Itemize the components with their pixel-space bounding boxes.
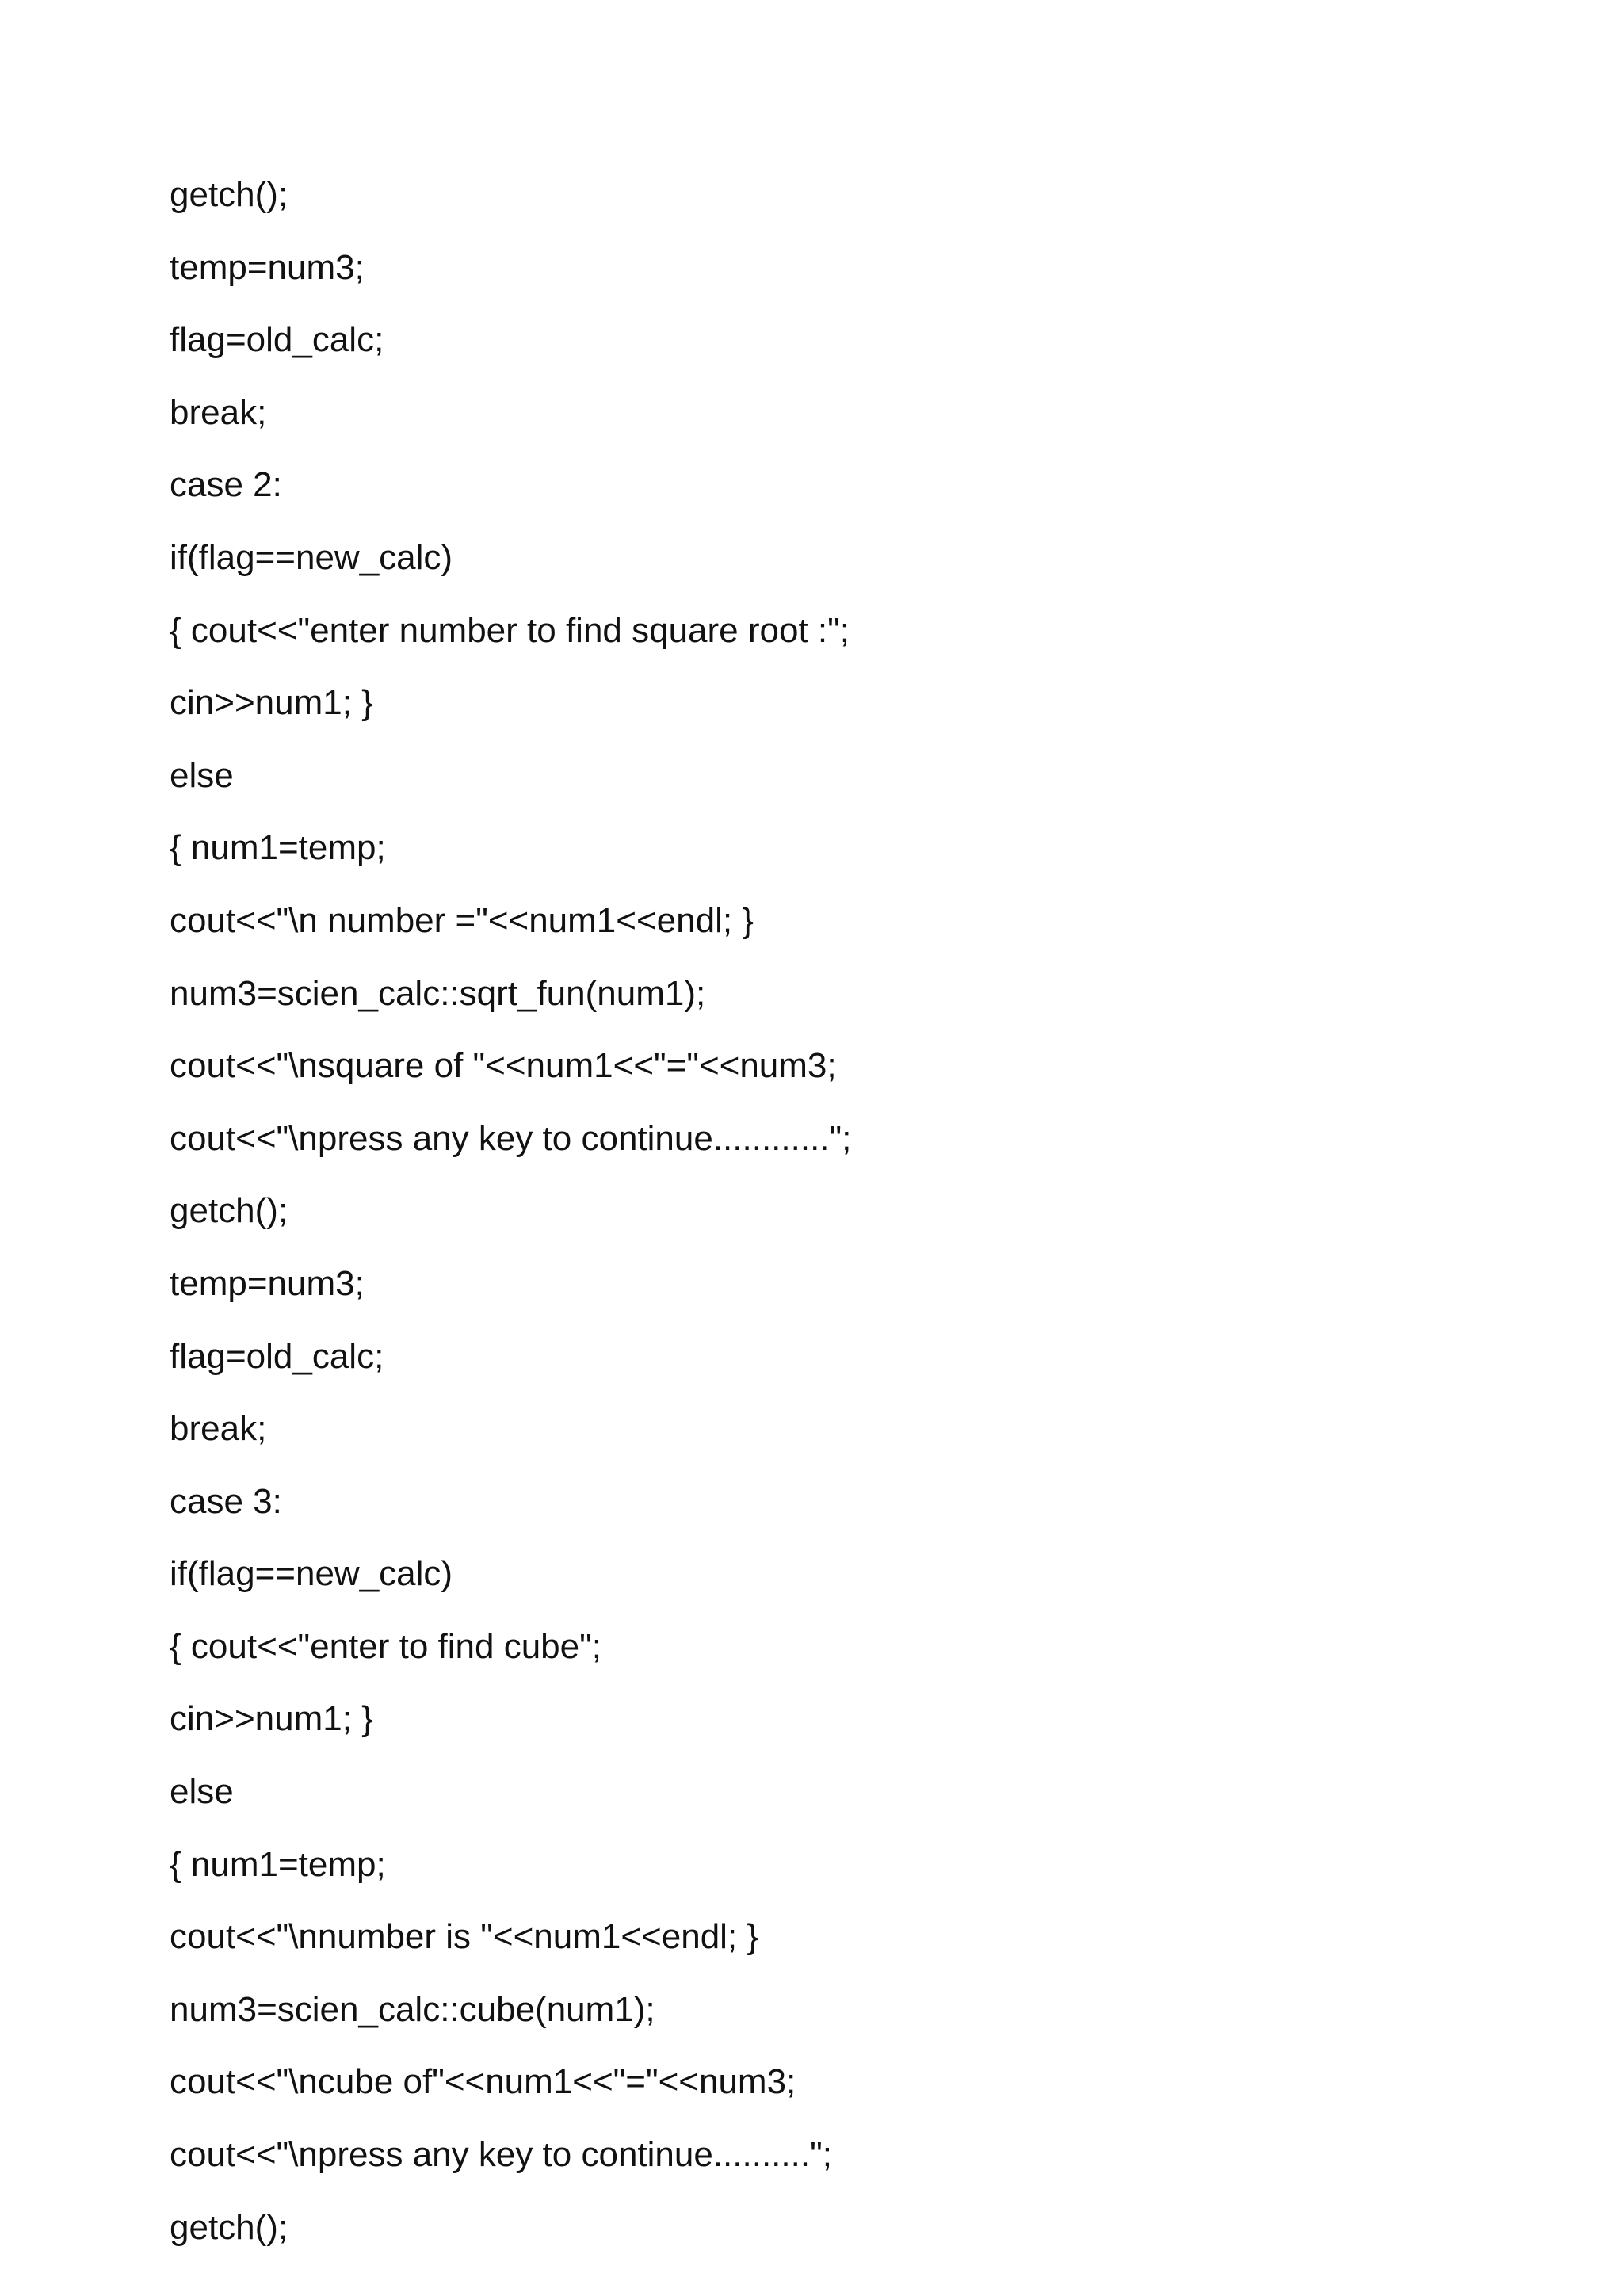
code-line: { cout<<"enter number to find square root :"; <box>170 610 850 650</box>
code-line: num3=scien_calc::cube(num1); <box>170 1989 655 2029</box>
code-line: { cout<<"enter to find cube"; <box>170 1626 601 1666</box>
code-line: else <box>170 1772 234 1812</box>
code-line: cin>>num1; } <box>170 683 373 723</box>
code-line: break; <box>170 392 267 432</box>
code-listing <box>170 167 851 2272</box>
code-line: num3=scien_calc::sqrt_fun(num1); <box>170 973 706 1013</box>
code-line: if(flag==new_calc) <box>170 537 453 577</box>
code-line: break; <box>170 1409 267 1449</box>
code-line: cout<<"\npress any key to continue.........."; <box>170 2135 832 2175</box>
code-line: cout<<"\nsquare of "<<num1<<"="<<num3; <box>170 1046 837 1086</box>
code-line: cout<<"\nnumber is "<<num1<<endl; } <box>170 1917 759 1957</box>
code-line: getch(); <box>170 1191 288 1231</box>
code-line: cin>>num1; } <box>170 1699 373 1739</box>
code-line: { num1=temp; <box>170 828 386 868</box>
code-line: if(flag==new_calc) <box>170 1554 453 1594</box>
code-line: temp=num3; <box>170 1263 365 1303</box>
code-line: cout<<"\n number ="<<num1<<endl; } <box>170 900 754 940</box>
code-line: flag=old_calc; <box>170 320 384 360</box>
code-line: temp=num3; <box>170 247 365 287</box>
code-line: getch(); <box>170 2207 288 2247</box>
code-line: getch(); <box>170 175 288 214</box>
code-line: cout<<"\npress any key to continue............"; <box>170 1118 852 1158</box>
code-line: { num1=temp; <box>170 1844 386 1884</box>
code-line: case 3: <box>170 1481 282 1521</box>
code-line: else <box>170 755 234 795</box>
code-line: flag=old_calc; <box>170 1336 384 1376</box>
code-line: case 2: <box>170 465 282 505</box>
code-line: cout<<"\ncube of"<<num1<<"="<<num3; <box>170 2062 796 2102</box>
